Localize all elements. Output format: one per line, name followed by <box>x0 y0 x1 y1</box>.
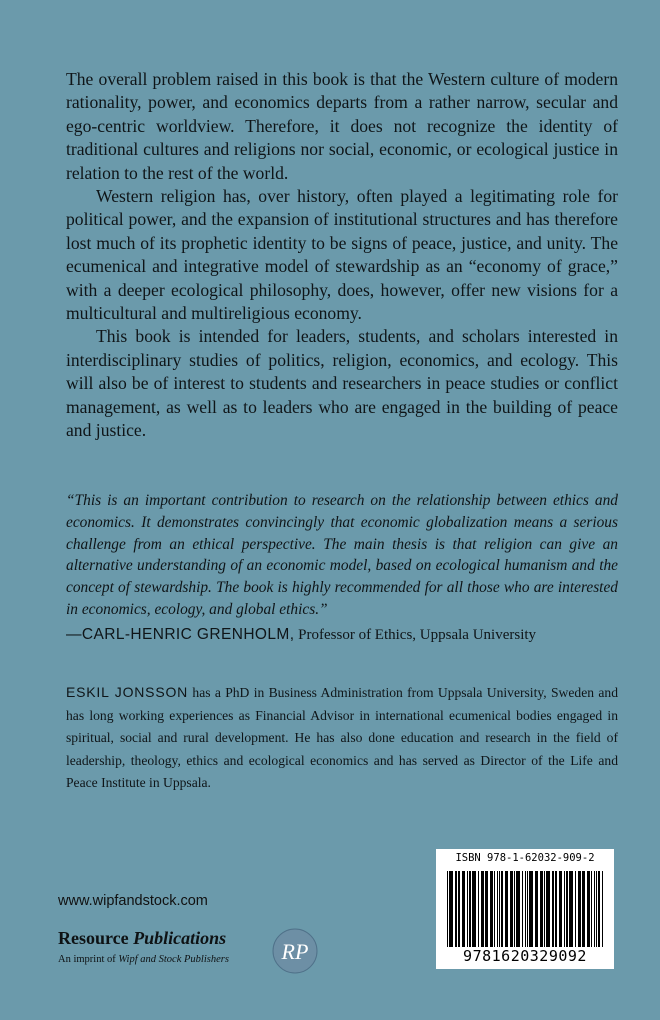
barcode-bar <box>596 871 597 947</box>
description-paragraph: This book is intended for leaders, students, and scholars interested in interdisciplinary studies of politics, religion, economics, and ecology. This will also be of interest to students and researchers in peace studies or conflict management, as well as to leaders who are engaged in the building of peace and justice. <box>66 326 618 441</box>
rp-logo-icon <box>272 928 318 974</box>
barcode-bar <box>529 871 533 947</box>
barcode-bar <box>505 871 508 947</box>
barcode-bar <box>469 871 471 947</box>
barcode-bar <box>546 871 550 947</box>
endorsement-attribution <box>66 624 618 646</box>
barcode-bar <box>499 871 500 947</box>
barcode-bar <box>527 871 528 947</box>
imprint-word-resource: Resource <box>58 928 129 948</box>
isbn-number: ISBN 978-1-62032-909-2 <box>455 852 595 864</box>
barcode-bar <box>458 871 460 947</box>
barcode-bar <box>494 871 495 947</box>
barcode-bar <box>516 871 520 947</box>
barcode-bar <box>582 871 585 947</box>
barcode-bar <box>598 871 600 947</box>
barcode-bar <box>552 871 554 947</box>
barcode-bar <box>591 871 592 947</box>
barcode-bar <box>522 871 523 947</box>
isbn-barcode <box>436 849 614 969</box>
imprint-title <box>58 928 226 949</box>
barcode-bar <box>555 871 557 947</box>
description-paragraph: The overall problem raised in this book is that the Western culture of modern rationality, power, and economics departs from a rather narrow, secular and ego-centric worldview. Therefore, it does not recognize the identity of traditional cultures and religions nor social, economic, or ecological justice in relation to the rest of the world. <box>66 69 618 183</box>
barcode-bar <box>566 871 568 947</box>
logo-letters: RP <box>281 939 309 964</box>
barcode-digits: 9781620329092 <box>463 947 587 965</box>
barcode-bars <box>447 871 603 947</box>
endorser-title: Professor of Ethics, Uppsala University <box>298 627 537 643</box>
barcode-bar <box>535 871 538 947</box>
book-description <box>66 68 618 443</box>
author-bio <box>66 681 618 795</box>
barcode-bar <box>559 871 562 947</box>
barcode-bar <box>455 871 457 947</box>
barcode-bar <box>478 871 479 947</box>
barcode-bar <box>575 871 576 947</box>
imprint-subtitle <box>58 954 229 965</box>
barcode-bar <box>501 871 503 947</box>
endorser-name: —CARL-HENRIC GRENHOLM, <box>66 626 295 643</box>
barcode-bar <box>587 871 590 947</box>
endorsement-text: “This is an important contribution to research on the relationship between ethics and economics. It demonstrates convincingly that economic globalization means a serious challenge from an ethical perspective. The main thesis is that religion can give an alternative understanding of an economic model, based on ecological humanism and the concept of stewardship. The book is highly recommended for all those who are interested in economics, ecology, and global ethics.” <box>66 492 618 618</box>
barcode-bar <box>569 871 573 947</box>
barcode-bar <box>578 871 581 947</box>
barcode-bar <box>497 871 498 947</box>
barcode-bar <box>485 871 488 947</box>
imprint-sub-prefix: An imprint of <box>58 954 116 965</box>
imprint-sub-name: Wipf and Stock Publishers <box>118 954 229 965</box>
imprint-word-publications: Publications <box>133 928 227 948</box>
barcode-bar <box>564 871 565 947</box>
barcode-bar <box>510 871 513 947</box>
author-bio-text: has a PhD in Business Administration from Uppsala University, Sweden and has long working experiences as Financial Advisor in international ecumenical bodies engaged in spiritual, social and rural development. He has also done education and research in the field of leadership, theology, ethics and ecological economics and has served as Director of the Life and Peace Institute in Uppsala. <box>66 685 618 791</box>
barcode-bar <box>525 871 526 947</box>
barcode-bar <box>544 871 545 947</box>
barcode-bar <box>481 871 484 947</box>
barcode-bar <box>602 871 603 947</box>
barcode-bar <box>540 871 543 947</box>
barcode-bar <box>462 871 465 947</box>
barcode-bar <box>449 871 453 947</box>
publisher-website: www.wipfandstock.com <box>58 893 208 909</box>
endorsement-quote <box>66 490 618 621</box>
barcode-bar <box>490 871 493 947</box>
author-name: ESKIL JONSSON <box>66 684 189 700</box>
barcode-bar <box>467 871 468 947</box>
barcode-bar <box>447 871 448 947</box>
barcode-bar <box>594 871 595 947</box>
barcode-bar <box>514 871 515 947</box>
barcode-bar <box>472 871 476 947</box>
description-paragraph: Western religion has, over history, often played a legitimating role for political power, and the expansion of institutional structures and has therefore lost much of its prophetic identity to be signs of peace, justice, and unity. The ecumenical and integrative model of stewardship as an “economy of grace,” with a deeper ecological philosophy, does, however, offer new visions for a multicultural and multireligious economy. <box>66 186 618 324</box>
